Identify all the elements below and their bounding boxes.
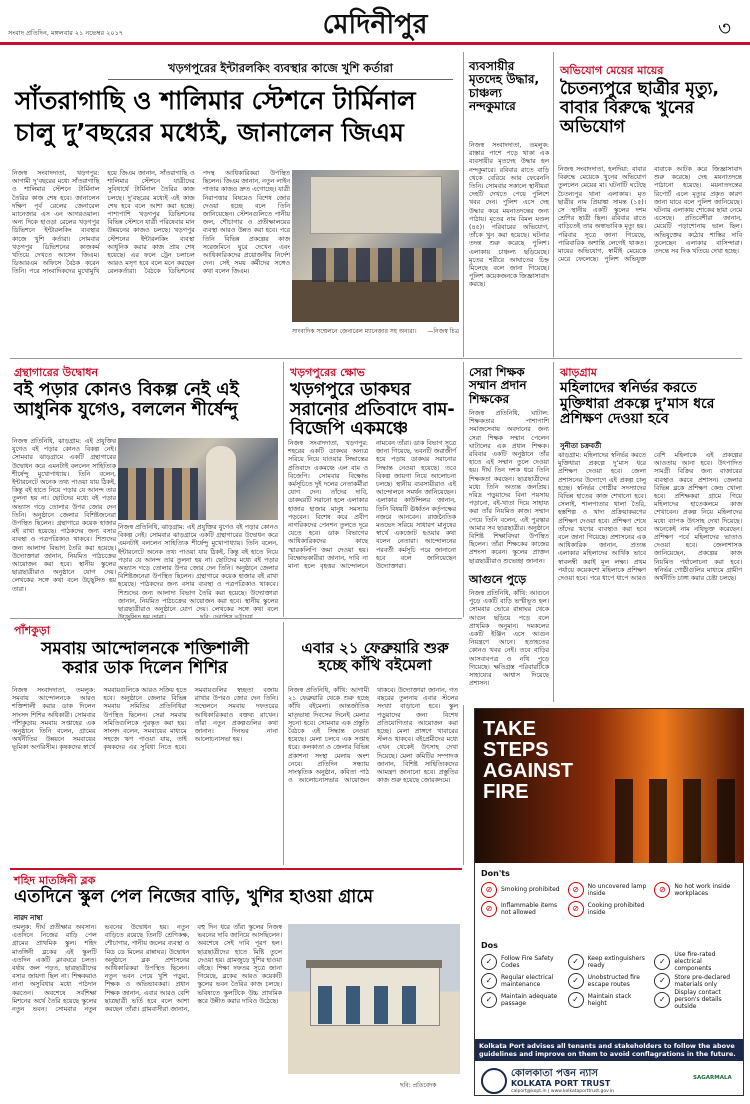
- divider: [10, 618, 462, 619]
- ad-dont-item: [654, 880, 737, 899]
- ad-headline-line2: STEPS: [483, 739, 549, 761]
- women-body: ঝাড়গ্রাম: মহিলাদের স্বনির্ভর করতে মুক্তিধারা প্রকল্পে দু’মাস ধরে প্রশিক্ষণ দেওয়া হবে। জেলা প্রশাসনের উদ্যোগে এই প্রকল্প চালু হচ্ছে। স্বনির্ভর গোষ্ঠীর সদস্যাদের বিভিন্ন হাতের কাজ শেখানো হবে। সেলাই, শালপাতার থালা তৈরি, হস্তশিল্প ও খাদ্য প্রক্রিয়াকরণের প্রশিক্ষণ দেওয়া হবে। প্রশিক্ষণ শেষে তাঁদের ঋণের ব্যবস্থাও করা হবে বলে জানা গিয়েছে। প্রশাসনের এক আধিকারিক জানান, প্রত্যন্ত এলাকার মহিলাদের আর্থিক ভাবে স্বাবলম্বী করাই মূল লক্ষ্য। প্রথম পর্যায়ে কয়েকশো মহিলাকে প্রশিক্ষণ দেওয়া হবে। পরে ধাপে ধাপে আরও বেশি মহিলাকে এই প্রকল্পের আওতায় আনা হবে। উৎপাদিত সামগ্রী বিক্রির জন্য বাজারের ব্যবস্থাও করবে প্রশাসন। জেলার বিভিন্ন ব্লকে প্রশিক্ষণ কেন্দ্র খোলা হবে। প্রশিক্ষকরা গ্রামে গিয়ে মহিলাদের হাতেকলমে কাজ শেখাবেন। প্রকল্প নিয়ে মহিলাদের মধ্যে ব্যাপক উৎসাহ দেখা দিয়েছে। অনেকেই নাম নথিভুক্ত করেছেন। প্রশিক্ষণ পর্বে মহিলাদের ভাতাও দেওয়া হবে। জেলাশাসক জানিয়েছেন, প্রকল্পের কাজ নিয়মিত পর্যালোচনা করা হবে। স্বনির্ভর গোষ্ঠীগুলির মাধ্যমে গ্রামীণ অর্থনীতি চাঙ্গা করার চেষ্টা চলছে।: [558, 452, 742, 583]
- ad-do-label: Regular electrical maintenance: [501, 973, 554, 988]
- masthead-rule: [0, 42, 750, 45]
- ad-do-item: [568, 990, 651, 1009]
- ad-donts-grid: [481, 880, 737, 918]
- school-photo: [288, 924, 460, 1074]
- ad-do-item: [481, 990, 564, 1009]
- ad-dont-label: No hot work inside workplaces: [674, 882, 731, 897]
- lead-photo-banner: [310, 176, 442, 234]
- storage-icon: ✓: [654, 973, 670, 989]
- ad-dont-label: No uncovered lamp inside: [587, 882, 647, 897]
- ad-do-item: [568, 952, 651, 971]
- school-kicker: শহিদ মাতঙ্গিনী ব্লক: [14, 874, 96, 887]
- lead-headline: [15, 87, 465, 147]
- ad-footer: [475, 1065, 743, 1095]
- exit-icon: ✓: [568, 973, 584, 989]
- book-body-left: নিজস্ব প্রতিনিধি, ঝাড়গ্রাম: এই প্রযুক্তির যুগেও বই পড়ার কোনও বিকল্প নেই। সোমবার ঝাড়গ্রামে একটি গ্রন্থাগারের উদ্বোধন করে এমনটাই বললেন সাহিত্যিক শীর্ষেন্দু মুখোপাধ্যায়। তিনি বলেন, ইন্টারনেটে অনেক তথ্য পাওয়া যায় ঠিকই, কিন্তু বই হাতে নিয়ে পড়ার যে আনন্দ তার তুলনা হয় না। ছোটদের মধ্যে বই পড়ার অভ্যাস গড়ে তোলার উপর জোর দেন তিনি। অনুষ্ঠানে জেলার বিশিষ্টজনেরা উপস্থিত ছিলেন। গ্রন্থাগারে কয়েক হাজার বই রাখা হয়েছে। পাঠকদের জন্য বসার ব্যবস্থা ও পত্রপত্রিকাও থাকবে। শিশুদের জন্য আলাদা বিভাগ তৈরি করা হয়েছে। উদ্যোক্তারা জানান, নিয়মিত পাঠচক্রের আয়োজন করা হবে। স্থানীয় স্কুলের ছাত্রছাত্রীরাও অনুষ্ঠানে যোগ দেয়। লেখকের সঙ্গে কথা বলে উচ্ছ্বসিত হয় তারা।: [12, 438, 116, 593]
- ad-do-label: Follow Fire Safety Codes: [501, 954, 554, 969]
- masthead: [0, 0, 750, 46]
- book-headline: বই পড়ার কোনও বিকল্প নেই এই আধুনিক যুগেও, বললেন শীর্ষেন্দু: [14, 380, 239, 420]
- book-photo: [118, 438, 278, 520]
- divider: [463, 705, 464, 865]
- lead-photo-caption: [292, 326, 459, 337]
- page-number: ৩: [718, 16, 732, 40]
- ad-do-item: [481, 971, 564, 990]
- side-body: নিজস্ব সংবাদদাতা, তমলুক: রাস্তার পাশে পড়ে থাকা এক ব্যবসায়ীর মৃতদেহ উদ্ধার হল নন্দকুমারে। রবিবার রাতে বাড়ি থেকে বেরিয়ে আর ফেরেননি তিনি। সোমবার সকালে স্থানীয়রা দেহটি দেখতে পেয়ে পুলিশে খবর দেন। পুলিশ এসে দেহ উদ্ধার করে ময়নাতদন্তের জন্য পাঠায়। মৃতের নাম বিমল মণ্ডল (৪৫)। পরিবারের অভিযোগ, তাঁকে খুন করা হয়েছে। ঘটনার তদন্ত শুরু করেছে পুলিশ। এলাকায় চাঞ্চল্য ছড়িয়েছে। মৃতের শরীরে আঘাতের চিহ্ন মিলেছে বলে জানা গিয়েছে। পুলিশ কয়েকজনকে জিজ্ঞাসাবাদ করছে।: [469, 142, 549, 289]
- divider: [10, 868, 462, 870]
- fair-headline-line1: এবার ২১ ফেব্রুয়ারি শুরু: [301, 639, 449, 657]
- ad-do-label: Use fire-rated electrical components: [674, 951, 716, 972]
- lead-photo-credit: —নিজস্ব চিত্র: [427, 328, 459, 335]
- book-photo-person: [206, 446, 236, 520]
- ad-firefighter-silhouettes: [615, 779, 735, 863]
- ad-dos: [481, 941, 737, 1009]
- ad-do-item: [654, 971, 737, 990]
- coop-headline-line2: করার ডাক দিলেন শিশির: [62, 658, 228, 679]
- lead-body: নিজস্ব সংবাদদাতা, খড়গপুর: আগামী দু’বছরের মধ্যে সাঁতরাগাছি ও শালিমার স্টেশনে টার্মিনাল তৈরির কাজ শেষ হবে। জানালেন দক্ষিণ পূর্ব রেলের জেনারেল ম্যানেজার এস এন আগরওয়াল। অন্য দিকে হাওড়া রেলের খড়গপুর ডিভিশনে ইন্টারলকিং ব্যবস্থার কাজে খুশি কর্তারা। সোমবার খড়গপুর ডিভিশনের কাজকর্ম খতিয়ে দেখতে আসেন জিএম। ডিআরএম অফিসে বৈঠক করেন তিনি। পরে সাংবাদিকদের মুখোমুখি হয়ে জিএম জানান, সাঁতরাগাছি ও শালিমার স্টেশনে যাত্রীদের সুবিধার্থে টার্মিনাল তৈরির কাজ চলছে। দু’বছরের মধ্যেই এই কাজ শেষ হবে বলে আশা করা হচ্ছে। পাশাপাশি খড়গপুর ডিভিশনের বিভিন্ন স্টেশনে যাত্রী পরিষেবার মান উন্নয়নের কাজও চলছে। খড়গপুর স্টেশনের ইন্টারলকিং ব্যবস্থা আধুনিক করার কাজ প্রায় শেষ হয়েছে। এর ফলে ট্রেন চলাচল আরও মসৃণ হবে বলে মনে করছেন রেলকর্তারা। বৈঠকে ডিভিশনের পদস্থ আধিকারিকরা উপস্থিত ছিলেন। জিএম জানান, নতুন লাইন পাতার কাজও দ্রুত এগোচ্ছে। যাত্রী নিরাপত্তার বিষয়েও বিশেষ জোর দেওয়া হচ্ছে বলে তিনি জানিয়েছেন। স্টেশনগুলিতে পানীয় জল, শৌচাগার ও প্রতীক্ষালয়ের ব্যবস্থা আরও উন্নত করা হবে। পরে তিনি বিভিন্ন প্রকল্পের কাজ সরেজমিনে ঘুরে দেখেন এবং আধিকারিকদের প্রয়োজনীয় নির্দেশ দেন। সেই সময় কর্মীদের সঙ্গেও কথা বলেন জিএম।: [12, 170, 290, 276]
- fire-safety-ad: [474, 708, 744, 1096]
- book-kicker: গ্রন্থাগারের উদ্বোধন: [14, 366, 99, 379]
- right-top-headline: চৈতন্যপুরে ছাত্রীর মৃত্যু, বাবার বিরুদ্ধে খুনের অভিযোগ: [560, 79, 719, 138]
- ad-dont-item: [481, 899, 564, 918]
- divider: [10, 358, 742, 359]
- electrical-icon: ✓: [654, 954, 670, 970]
- women-byline: সুনীতা চক্রবর্তী: [560, 442, 602, 450]
- dateline: সংবাদ প্রতিদিন, মঙ্গলবার ২১ নভেম্বর ২০১৭: [8, 29, 124, 37]
- ad-do-item: [654, 990, 737, 1009]
- divider: [463, 52, 464, 357]
- ad-headline-line1: TAKE: [483, 718, 536, 740]
- book-photo-crowd: [118, 468, 198, 520]
- school-byline: নারদ নাম্বা: [14, 914, 43, 922]
- ad-dont-label: Inflammable items not allowed: [501, 901, 558, 916]
- ad-do-label: Keep extinguishers ready: [587, 954, 645, 969]
- lead-kicker: [108, 60, 453, 80]
- ad-do-item: [481, 952, 564, 971]
- ad-do-item: [568, 971, 651, 990]
- book-body-right: নিজস্ব প্রতিনিধি, ঝাড়গ্রাম: এই প্রযুক্তির যুগেও বই পড়ার কোনও বিকল্প নেই। সোমবার ঝাড়গ্রামে একটি গ্রন্থাগারের উদ্বোধন করে এমনটাই বললেন সাহিত্যিক শীর্ষেন্দু মুখোপাধ্যায়। তিনি বলেন, ইন্টারনেটে অনেক তথ্য পাওয়া যায় ঠিকই, কিন্তু বই হাতে নিয়ে পড়ার যে আনন্দ তার তুলনা হয় না। ছোটদের মধ্যে বই পড়ার অভ্যাস গড়ে তোলার উপর জোর দেন তিনি। অনুষ্ঠানে জেলার বিশিষ্টজনেরা উপস্থিত ছিলেন। গ্রন্থাগারে কয়েক হাজার বই রাখা হয়েছে। পাঠকদের জন্য বসার ব্যবস্থা ও পত্রপত্রিকাও থাকবে। শিশুদের জন্য আলাদা বিভাগ তৈরি করা হয়েছে। উদ্যোক্তারা জানান, নিয়মিত পাঠচক্রের আয়োজন করা হবে। স্থানীয় স্কুলের ছাত্রছাত্রীরাও অনুষ্ঠানে যোগ দেয়। লেখকের সঙ্গে কথা বলে: [118, 524, 278, 614]
- lead-headline-line2: চালু দু’বছরের মধ্যেই, জানালেন জিএম: [15, 118, 404, 147]
- ad-dont-item: [481, 880, 564, 899]
- coop-kicker: পাঁশকুড়া: [14, 624, 50, 637]
- no-smoking-icon: ⊘: [481, 882, 497, 898]
- side-headline: ব্যবসায়ীর মৃতদেহ উদ্ধার, চাঞ্চল্য নন্দকুমারে: [469, 59, 540, 114]
- safety-code-icon: ✓: [481, 954, 497, 970]
- extinguisher-icon: ✓: [568, 954, 584, 970]
- no-lamp-icon: ⊘: [568, 882, 584, 898]
- lead-photo-table: [292, 280, 459, 322]
- coop-headline-line1: সমবায় আন্দোলনকে শক্তিশালী: [41, 639, 249, 659]
- passage-icon: ✓: [481, 992, 497, 1008]
- no-cooking-icon: ⊘: [568, 901, 584, 917]
- award-headline: সেরা শিক্ষক সম্মান প্রদান শিক্ষকের: [469, 365, 527, 406]
- ad-do-item: [654, 952, 737, 971]
- sagarmala-logo: SAGARMALA: [693, 1075, 732, 1081]
- ad-do-label: Maintain stack height: [587, 992, 632, 1007]
- ad-do-label: Maintain adequate passage: [501, 992, 558, 1007]
- stack-icon: ✓: [568, 992, 584, 1008]
- fair-body: নিজস্ব প্রতিনিধি, কাঁথি: আগামী ২১ ফেব্রুয়ারি থেকে শুরু হচ্ছে কাঁথি বইমেলা। আন্তর্জাতিক মাতৃভাষা দিবসের দিনেই মেলার সূচনা হবে। সোমবার এক প্রস্তুতি বৈঠকে এই সিদ্ধান্ত নেওয়া হয়েছে। মেলা চলবে এক সপ্তাহ ধরে। কলকাতা ও জেলার বিভিন্ন প্রকাশনা সংস্থা মেলায় অংশ নেবে। প্রতিদিন সন্ধ্যায় সাংস্কৃতিক অনুষ্ঠান, কবিতা পাঠ ও আলোচনাসভার আয়োজন থাকবে। উদ্যোক্তারা জানান, গত বছরের তুলনায় এবার স্টলের সংখ্যা বাড়ানো হবে। স্কুল পড়ুয়াদের জন্য বিশেষ প্রতিযোগিতার আয়োজন করা হচ্ছে। মেলা প্রাঙ্গণে খাবারের স্টলও থাকবে। বইপ্রেমীদের মধ্যে এখন থেকেই উৎসাহ দেখা দিয়েছে। মেলা কমিটির সম্পাদক জানান, বিশিষ্ট সাহিত্যিকদের আমন্ত্রণ জানানো হবে। প্রস্তুতির কাজ শুরু হয়েছে জোরকদমে।: [288, 687, 458, 785]
- women-kicker: ঝাড়গ্রাম: [560, 366, 597, 379]
- ad-advisory: Kolkata Port advises all tenants and stakeholders to follow the above guidelines and improve on them to avoid conflagrations in the future.: [475, 1039, 743, 1061]
- ad-dont-label: Cooking prohibited inside: [587, 901, 645, 916]
- ad-org-english: KOLKATA PORT TRUST: [511, 1079, 611, 1088]
- school-body: তমলুক: দীর্ঘ প্রতীক্ষার অবসান। এতদিনে নিজের বাড়ি পেল গ্রামের প্রাথমিক স্কুল। শহিদ মাতঙ্গিনী ব্লকের এই স্কুলটি এতদিন একটি ক্লাবঘরে চলত। বর্ষায় জল পড়ত, ছাত্রছাত্রীদের বসার জায়গা ছিল না। শিক্ষকরাও নানা অসুবিধার মধ্যে পাঠদান করতেন। অবশেষে সর্বশিক্ষা মিশনের অর্থে তৈরি হয়েছে স্কুলের নতুন ভবন। সোমবার নতুন ভবনের উদ্বোধন হয়। নতুন বাড়িতে রয়েছে তিনটি শ্রেণিকক্ষ, শৌচাগার, পানীয় জলের ব্যবস্থা ও মিড ডে মিলের রান্নাঘর। উদ্বোধন অনুষ্ঠানে ব্লক প্রশাসনের আধিকারিকরা উপস্থিত ছিলেন। নতুন ভবন পেয়ে খুশি পড়ুয়া, শিক্ষক ও অভিভাবকরা। প্রধান শিক্ষক জানান, এবার আরও বেশি ছাত্রছাত্রী ভর্তি হবে বলে আশা করছেন তাঁরা। গ্রামবাসীরা জানান, বহু দিন ধরে তাঁরা স্কুলের নিজস্ব ভবনের দাবি জানিয়ে আসছিলেন। অবশেষে সেই দাবি পূরণ হল। ছাত্রছাত্রীদের হাতে মিষ্টি তুলে দেওয়া হয়। গ্রামজুড়ে খুশির হাওয়া বইছে। শিক্ষা দফতর সূত্রে জানা গিয়েছে, ব্লকের আরও কয়েকটি স্কুলের ভবন তৈরির কাজ চলছে। ভবিষ্যতে স্কুলটিকে উচ্চ প্রাথমিক স্তরে উন্নীত করার দাবিও উঠেছে।: [12, 924, 282, 1014]
- fair-headline: [290, 640, 460, 674]
- post-kicker: খড়গপুরের ক্ষোভ: [290, 366, 365, 379]
- maintenance-icon: ✓: [481, 973, 497, 989]
- fair-headline-line2: হচ্ছে কাঁথি বইমেলা: [318, 655, 432, 674]
- school-photo-credit: ছবি: প্রতিবেদক: [400, 1082, 437, 1089]
- coop-headline: [14, 640, 276, 678]
- ad-headline: [483, 719, 573, 803]
- no-flammable-icon: ⊘: [481, 901, 497, 917]
- ad-do-label: Unobstructed fire escape routes: [587, 973, 640, 988]
- divider: [553, 52, 554, 357]
- lead-photo: [292, 170, 459, 322]
- lead-kicker-text: খড়গপুরের ইন্টারলকিং ব্যবস্থার কাজে খুশি কর্তারা: [168, 61, 393, 75]
- right-top-kicker: অভিযোগ মেয়ের মায়ের: [560, 64, 664, 77]
- divider: [553, 362, 554, 702]
- no-hot-work-icon: ⊘: [654, 882, 670, 898]
- women-headline: মহিলাদের স্বনির্ভর করতে মুক্তিধারা প্রকল্পে দু’মাস ধরে প্রশিক্ষণ দেওয়া হবে: [560, 380, 715, 428]
- school-photo-roof: [306, 960, 442, 968]
- ad-headline-line4: FIRE: [483, 781, 529, 803]
- fire-body: নিজস্ব প্রতিনিধি, কাঁথি: আগুনে পুড়ে একটি বাড়ি ভস্মীভূত হল। সোমবার ভোরে রান্নাঘর থেকে আগুন ছড়িয়ে পড়ে বলে প্রাথমিক অনুমান। দমকলের একটি ইঞ্জিন এসে আগুন নিয়ন্ত্রণে আনে। হতাহতের কোনও খবর নেই। তবে বাড়ির আসবাবপত্র ও নথি পুড়ে গিয়েছে। ক্ষতিগ্রস্ত পরিবারটিকে সাহায্যের আশ্বাস দিয়েছে প্রশাসন।: [469, 590, 549, 688]
- divider: [463, 362, 464, 617]
- lead-caption-text: সাংবাদিক সম্মেলনে জেনারেল ম্যানেজার সহ অন্যরা।: [292, 328, 417, 335]
- ad-dont-item: [568, 880, 651, 899]
- ad-donts-title: Don'ts: [481, 869, 510, 878]
- coop-body: নিজস্ব সংবাদদাতা, তমলুক: সমবায় আন্দোলনকে আরও শক্তিশালী করার ডাক দিলেন সাংসদ শিশির অধিকারী। সোমবার পাঁশকুড়ায় সমবায় সপ্তাহের এক অনুষ্ঠানে তিনি বলেন, গ্রামের অর্থনীতির উন্নয়নে সমবায়ের ভূমিকা অপরিসীম। কৃষকদের স্বার্থে সমবায়গুলিকে আরও সক্রিয় হতে হবে। অনুষ্ঠানে জেলার বিভিন্ন সমবায় সমিতির প্রতিনিধিরা উপস্থিত ছিলেন। সেরা সমবায় সমিতিগুলিকে পুরস্কৃত করা হয়। সাংসদ বলেন, সমবায়ের মাধ্যমে সহজে ঋণ পাওয়া যায়, তাই কৃষকদের এর সুবিধা নিতে হবে। সমবায়গুলির স্বচ্ছতা বজায় রাখার উপরও জোর দেন তিনি। সম্মেলনে সমবায় দফতরের আধিকারিকরাও বক্তব্য রাখেন। তাঁরা নতুন প্রকল্পগুলির কথা জানান। দিনভর নানা আলোচনাসভা হয়।: [12, 687, 278, 752]
- school-photo-doors: [318, 986, 430, 1024]
- port-logo-icon: [481, 1068, 507, 1094]
- ad-dos-grid: [481, 952, 737, 1009]
- ad-donts: [481, 869, 737, 918]
- divider: [283, 622, 284, 865]
- school-headline: এতদিনে স্কুল পেল নিজের বাড়ি, খুশির হাওয়া গ্রামে: [14, 887, 374, 907]
- right-top-body: নিজস্ব সংবাদদাতা, হলদিয়া: বাবার বিরুদ্ধে মেয়েকে খুনের অভিযোগ তুললেন মেয়ের মা। ঘটনাটি ঘটেছে চৈতন্যপুর থানা এলাকায়। মৃত ছাত্রীর নাম প্রিয়াঙ্কা সামন্ত (১৫)। সে স্থানীয় একটি স্কুলের দশম শ্রেণির ছাত্রী ছিল। রবিবার রাতে বাড়িতেই তার অস্বাভাবিক মৃত্যু হয়। পরিবার সূত্রে জানা গিয়েছে, পারিবারিক অশান্তি লেগেই থাকত। মায়ের অভিযোগ, স্বামীই মেয়েকে মেরে ফেলেছে। পুলিশ অভিযুক্ত বাবাকে আটক করে জিজ্ঞাসাবাদ শুরু করেছে। দেহ ময়নাতদন্তে পাঠানো হয়েছে। ময়নাতদন্তের রিপোর্ট এলে মৃত্যুর প্রকৃত কারণ জানা যাবে বলে পুলিশ জানিয়েছে। ঘটনায় এলাকায় শোকের ছায়া নেমে এসেছে। প্রতিবেশীরা জানান, মেয়েটি পড়াশোনায় ভাল ছিল। অভিযুক্তের কঠোর শাস্তির দাবি তুলেছেন এলাকার বাসিন্দারা। তদন্তে সব দিক খতিয়ে দেখা হচ্ছে।: [558, 166, 742, 264]
- page-title: মেদিনীপুর: [322, 9, 428, 40]
- lead-headline-line1: সাঁতরাগাছি ও শালিমার স্টেশনে টার্মিনাল: [15, 86, 416, 115]
- ad-dos-title: Dos: [481, 941, 498, 950]
- contact-icon: ✓: [654, 992, 670, 1008]
- ad-headline-line3: AGAINST: [483, 760, 573, 782]
- ad-dont-item: [568, 899, 651, 918]
- ad-do-label: Store pre-declared materials only: [674, 973, 731, 988]
- ad-org-bengali: কোলকাতা পত্তন ন্যাস: [511, 1068, 598, 1079]
- ad-website: calport@kopt.in | www.kolkataporttrust.gov.in: [511, 1089, 614, 1094]
- post-headline: খড়গপুরে ডাকঘর সরানোর প্রতিবাদে বাম-বিজেপি একমঞ্চে: [290, 380, 455, 440]
- fire-headline: আগুনে পুড়ে: [469, 573, 527, 586]
- lead-photo-people: [312, 248, 442, 282]
- ad-do-label: Display contact person's details outside: [674, 989, 722, 1010]
- ad-banner: [475, 709, 743, 863]
- award-body: নিজস্ব প্রতিনিধি, ঘাটাল: শিক্ষকতার পাশাপাশি সমাজসেবায় অবদানের জন্য সেরা শিক্ষক সম্মান পেলেন ঘাটালের এক প্রধান শিক্ষক। রবিবার একটি অনুষ্ঠানে তাঁর হাতে এই সম্মান তুলে দেওয়া হয়। দীর্ঘ তিন দশক ধরে তিনি শিক্ষকতা করছেন। ছাত্রছাত্রীদের মধ্যে তিনি অত্যন্ত জনপ্রিয়। দরিদ্র পড়ুয়াদের বিনা পয়সায় পড়ানো, বই-খাতা দিয়ে সাহায্য করা তাঁর নিয়মিত কাজ। সম্মান পেয়ে তিনি বলেন, এই পুরস্কার আমার সব ছাত্রছাত্রীর। অনুষ্ঠানে বিশিষ্ট শিক্ষাবিদরা উপস্থিত ছিলেন। তাঁরা শিক্ষকের কাজের প্রশংসা করেন। স্কুলের প্রাক্তন ছাত্রছাত্রীরাও শুভেচ্ছা জানান।: [469, 410, 549, 565]
- ad-dont-label: Smoking prohibited: [501, 886, 560, 893]
- post-body: নিজস্ব সংবাদদাতা, খড়গপুর: শহরের একটি ডাকঘর অন্যত্র সরিয়ে নিয়ে যাওয়ার সিদ্ধান্তের প্রতিবাদে একমঞ্চে এল বাম ও বিজেপি। সোমবার বিক্ষোভ কর্মসূচিতে দুই দলের নেতাকর্মীরা যোগ দেন। তাঁদের দাবি, ডাকঘরটি সরানো হলে এলাকার হাজার হাজার মানুষ সমস্যায় পড়বেন। বিশেষ করে প্রবীণ নাগরিকদের পেনশন তুলতে দূরে যেতে হবে। ডাক বিভাগের আধিকারিকদের কাছে স্মারকলিপি জমা দেওয়া হয়। বিক্ষোভকারীরা জানান, দাবি না মানা হলে বৃহত্তর আন্দোলনে নামবেন তাঁরা। ডাক বিভাগ সূত্রে জানা গিয়েছে, ভবনটি জরাজীর্ণ হয়ে পড়ায় ডাকঘর সরানোর সিদ্ধান্ত নেওয়া হয়েছে। তবে বিকল্প জায়গা নিয়ে আলোচনা চলছে। স্থানীয় ব্যবসায়ীরাও এই আন্দোলনে সমর্থন জানিয়েছেন। এলাকার কাউন্সিলর জানান, তিনি বিষয়টি ঊর্ধ্বতন কর্তৃপক্ষের নজরে আনবেন। রাজনৈতিক মতভেদ সরিয়ে সাধারণ মানুষের স্বার্থে একজোট হওয়ার কথা বলেন নেতারা। আন্দোলনের পরবর্তী কর্মসূচি পরে জানানো হবে বলে জানিয়েছেন উদ্যোক্তারা।: [288, 440, 456, 571]
- divider: [283, 362, 284, 617]
